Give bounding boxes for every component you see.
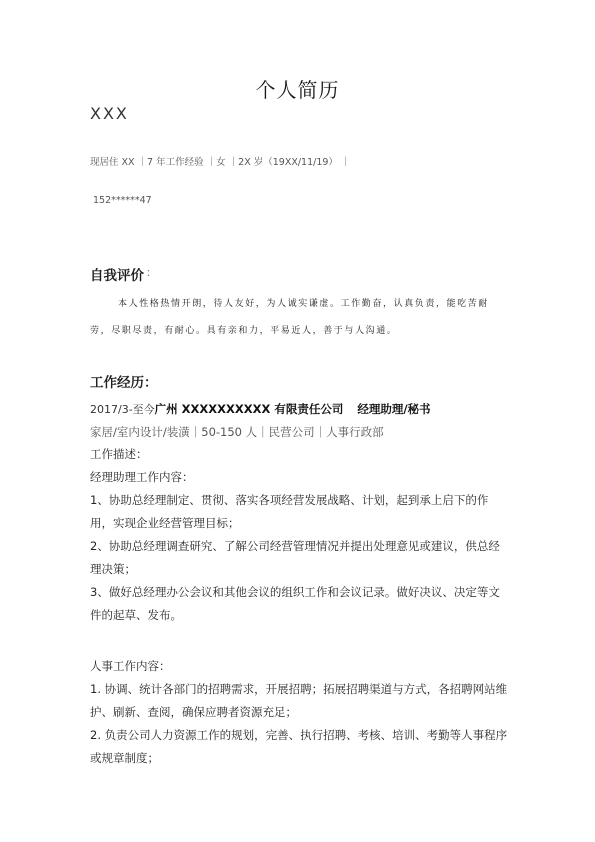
job-position: 经理助理/秘书 [357,402,431,416]
page-title: 个人简历 [255,78,340,102]
self-evaluation-heading [90,264,157,284]
assistant-duty-item: 2、协助总经理调查研究、了解公司经营管理情况并提出处理意见或建议，供总经理决策； [90,539,500,576]
job-title-line [90,401,431,417]
phone-number: 152******47 [93,195,152,206]
company-name: 广州 XXXXXXXXXX 有限责任公司 [154,402,344,416]
assistant-duty-item: 3、做好总经理办公会议和其他会议的组织工作和会议记录。做好决议、决定等文件的起草、发布。 [90,585,500,622]
self-evaluation-heading-colon: ： [146,266,157,279]
candidate-name: XXX [90,104,129,123]
hr-duties-heading: 人事工作内容： [90,659,171,673]
basic-info-line: 现居住 XX ｜7 年工作经验 ｜女 ｜2X 岁（19XX/11/19） ｜ [90,157,351,168]
assistant-duty-item: 1、协助总经理制定、贯彻、落实各项经营发展战略、计划，起到承上启下的作用，实现企业经营管理目标； [90,493,489,530]
assistant-duties-heading: 经理助理工作内容： [90,470,194,484]
company-meta: 家居/室内设计/装潢｜50-150 人｜民营公司｜人事行政部 [90,425,384,439]
work-experience-heading: 工作经历： [90,375,158,391]
hr-duty-item: 2. 负责公司人力资源工作的规划，完善、执行招聘、考核、培训、考勤等人事程序或规章制度； [90,728,508,765]
hr-duty-item: 1. 协调、统计各部门的招聘需求，开展招聘；拓展招聘渠道与方式，各招聘网站维护、刷新、查阅，确保应聘者资源充足； [90,682,508,719]
job-description-label: 工作描述： [90,447,148,461]
job-period: 2017/3-至今 [90,403,155,416]
self-evaluation-text: 本人性格热情开朗，待人友好，为人诚实谦虚。工作勤奋，认真负责，能吃苦耐劳，尽职尽责，有耐心。具有亲和力，平易近人，善于与人沟通。 [90,299,490,336]
self-evaluation-heading-text: 自我评价 [90,268,144,284]
